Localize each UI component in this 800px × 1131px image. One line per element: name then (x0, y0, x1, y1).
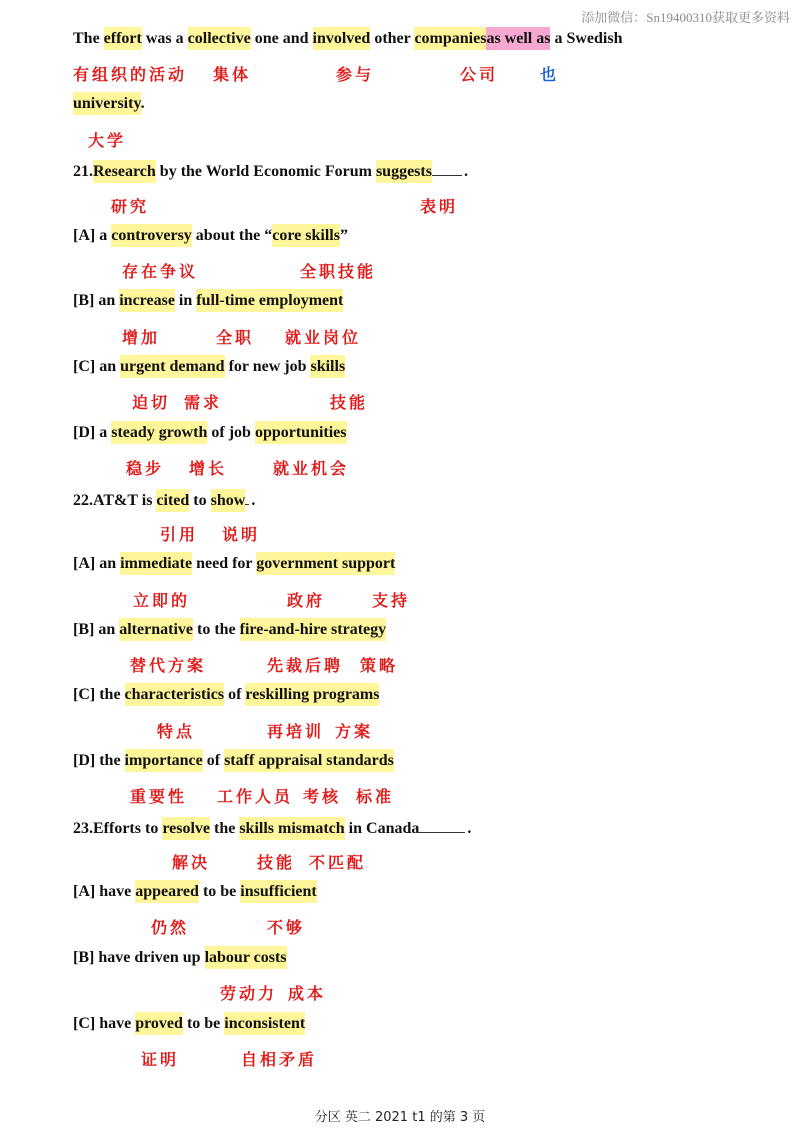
annotation: 增长 (189, 459, 228, 478)
text: of (224, 686, 246, 703)
text: about the “ (191, 227, 273, 244)
text: [C] have (73, 1015, 136, 1032)
page-footer: 分区 英二 2021 t1 的第 3 页 (314, 1110, 486, 1125)
highlight: steady growth (111, 421, 207, 444)
text: the (210, 820, 240, 837)
option-23b (73, 949, 287, 967)
text: AT&T is (93, 492, 157, 509)
text: [A] an (73, 555, 121, 572)
highlight: skills mismatch (239, 817, 344, 840)
answer-blank (432, 161, 462, 176)
text: [D] a (73, 424, 112, 441)
highlight: Research (93, 160, 156, 183)
annotation: 就业机会 (273, 459, 350, 478)
question-number: 22. (73, 492, 93, 509)
text: . (467, 820, 472, 837)
text: other (370, 30, 415, 47)
highlight: proved (135, 1012, 183, 1035)
option-22b (73, 621, 386, 639)
highlight: urgent demand (120, 355, 224, 378)
highlight: importance (125, 749, 203, 772)
annotation: 标准 (356, 787, 395, 806)
text: for new job (224, 358, 311, 375)
highlight: immediate (120, 552, 192, 575)
text: to (189, 492, 211, 509)
highlight: skills (310, 355, 345, 378)
annotation: 研究 (111, 197, 150, 216)
highlight: increase (119, 289, 175, 312)
annotation: 技能 (257, 853, 296, 872)
text: [C] an (73, 358, 121, 375)
highlight: characteristics (125, 683, 225, 706)
option-21a (73, 227, 348, 245)
annotation: 工作人员 (217, 787, 294, 806)
highlight: controversy (111, 224, 192, 247)
annotation: 存在争议 (122, 262, 199, 281)
text: [C] the (73, 686, 125, 703)
annotation: 参与 (336, 65, 375, 84)
highlight-pink: as well as (486, 27, 550, 50)
highlight: university (73, 92, 141, 115)
annotation: 说明 (222, 525, 261, 544)
annotation: 方案 (335, 722, 374, 741)
highlight: companies (414, 27, 486, 50)
text: Efforts to (93, 820, 163, 837)
annotation: 立即的 (133, 591, 191, 610)
answer-blank (245, 490, 249, 505)
highlight: labour costs (205, 946, 287, 969)
text: need for (192, 555, 257, 572)
text: [D] the (73, 752, 125, 769)
option-22d (73, 752, 394, 770)
highlight: inconsistent (224, 1012, 305, 1035)
text: to be (198, 883, 241, 900)
annotation: 表明 (420, 197, 459, 216)
text: one and (250, 30, 313, 47)
annotation: 劳动力 (220, 984, 278, 1003)
text: . (140, 95, 145, 112)
annotation: 证明 (141, 1050, 180, 1069)
option-22a (73, 555, 395, 573)
text: a Swedish (550, 30, 623, 47)
watermark: 添加微信：Sn19400310获取更多资料 (581, 10, 790, 25)
text: in (174, 292, 197, 309)
highlight: appeared (135, 880, 199, 903)
annotation: 替代方案 (130, 656, 207, 675)
question-22 (73, 490, 255, 510)
question-23 (73, 818, 471, 838)
text: [A] have (73, 883, 136, 900)
highlight: insufficient (240, 880, 316, 903)
option-21d (73, 424, 347, 442)
annotation: 不匹配 (309, 853, 367, 872)
text: . (463, 163, 468, 180)
highlight: show (211, 489, 246, 512)
annotation: 自相矛盾 (241, 1050, 318, 1069)
annotation: 集体 (213, 65, 252, 84)
annotation: 先裁后聘 (267, 656, 344, 675)
highlight: staff appraisal standards (224, 749, 394, 772)
annotation: 成本 (288, 984, 327, 1003)
annotation: 考核 (303, 787, 342, 806)
annotation: 就业岗位 (285, 328, 362, 347)
option-23a (73, 883, 317, 901)
annotation: 仍然 (151, 918, 190, 937)
annotation: 重要性 (130, 787, 188, 806)
text: [B] an (73, 621, 120, 638)
highlight: effort (104, 27, 142, 50)
text: by the World Economic Forum (155, 163, 376, 180)
highlight: alternative (119, 618, 193, 641)
annotation: 全职技能 (300, 262, 377, 281)
option-21b (73, 292, 343, 310)
text: of job (207, 424, 255, 441)
highlight: opportunities (255, 421, 347, 444)
highlight: full-time employment (196, 289, 343, 312)
annotation: 大学 (88, 131, 127, 150)
annotation: 不够 (267, 918, 306, 937)
text: to the (192, 621, 240, 638)
text: of (202, 752, 225, 769)
text: ” (339, 227, 348, 244)
annotation: 需求 (184, 393, 223, 412)
text: to be (182, 1015, 225, 1032)
text: was a (141, 30, 188, 47)
question-number: 21. (73, 163, 93, 180)
option-22c (73, 686, 379, 704)
passage-line-1 (73, 30, 622, 48)
annotation: 技能 (330, 393, 369, 412)
annotation: 增加 (122, 328, 161, 347)
annotation: 全职 (216, 328, 255, 347)
highlight: collective (188, 27, 251, 50)
highlight: suggests (376, 160, 432, 183)
annotation: 策略 (360, 656, 399, 675)
annotation: 特点 (157, 722, 196, 741)
annotation: 稳步 (126, 459, 165, 478)
annotation: 引用 (160, 525, 199, 544)
highlight: fire-and-hire strategy (240, 618, 386, 641)
annotation-blue: 也 (540, 65, 560, 84)
text: The (73, 30, 104, 47)
highlight: resolve (162, 817, 210, 840)
text: [A] a (73, 227, 112, 244)
text: [B] an (73, 292, 120, 309)
text: in Canada (344, 820, 420, 837)
passage-line-2 (73, 95, 145, 113)
annotation: 迫切 (132, 393, 171, 412)
annotation: 解决 (172, 853, 211, 872)
text: . (251, 492, 256, 509)
highlight: government support (256, 552, 395, 575)
highlight: core skills (272, 224, 340, 247)
highlight: cited (156, 489, 189, 512)
option-21c (73, 358, 345, 376)
option-23c (73, 1015, 305, 1033)
annotation: 再培训 (267, 722, 325, 741)
question-number: 23. (73, 820, 93, 837)
answer-blank (419, 818, 465, 833)
highlight: reskilling programs (245, 683, 379, 706)
annotation: 支持 (372, 591, 411, 610)
text: [B] have driven up (73, 949, 205, 966)
annotation: 公司 (460, 65, 499, 84)
annotation: 政府 (287, 591, 326, 610)
annotation: 有组织的活动 (73, 65, 188, 84)
highlight: involved (313, 27, 371, 50)
question-21 (73, 161, 468, 181)
